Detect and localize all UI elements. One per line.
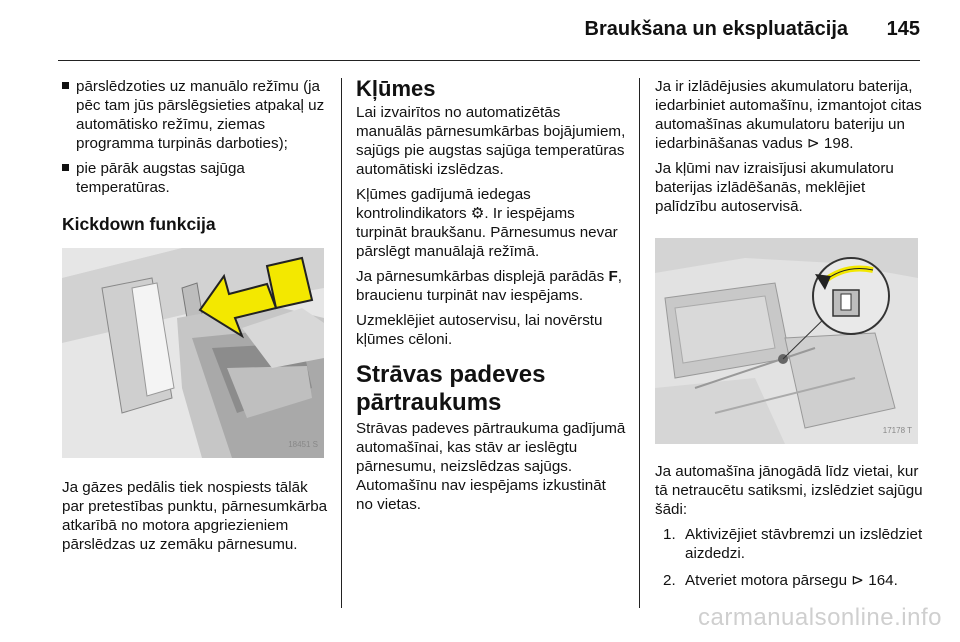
column-2 — [356, 77, 626, 520]
faults-paragraph-3: Ja pārnesumkārbas displejā parādās F, braucienu turpināt nav iespējams. — [356, 268, 622, 304]
bullet-item: pārslēdzoties uz manuālo režīmu (ja pēc tam jūs pārslēgsieties atpakaļ uz automātisko režīmu, ziemas programma turpinās darboties); — [62, 77, 332, 153]
battery-paragraph-2: Ja kļūmi nav izraisījusi akumulatoru baterijas izlādēšanās, meklējiet palīdzību autoservisā. — [655, 160, 894, 215]
bullet-square-icon — [62, 82, 69, 89]
faults-heading: Kļūmes — [356, 76, 436, 101]
kickdown-text: Ja gāzes pedālis tiek nospiests tālāk par pretestības punktu, pārnesumkārba atkarībā no motora apgriezieniem pārslēdzas uz zemāku pārnesumu. — [62, 479, 328, 553]
pedal-drawing — [62, 248, 324, 458]
power-interruption-heading: Strāvas padeves pārtraukums — [356, 361, 546, 416]
page-header — [0, 0, 960, 62]
power-paragraph: Strāvas padeves pārtraukuma gadījumā automašīnai, kas stāv ar ieslēgtu pārnesumu, neizslēdzas sajūgs. Automašīnu nav iespējams izkustināt no vietas. — [356, 420, 626, 513]
page-number: 145 — [886, 18, 920, 40]
engine-bay-illustration — [655, 238, 918, 444]
kickdown-heading: Kickdown funkcija — [62, 214, 216, 234]
engine-drawing — [655, 238, 918, 444]
list-item: 1. Aktivizējiet stāvbremzi un izslēdziet aizdedzi. — [663, 526, 923, 562]
faults-paragraph-4: Uzmeklējiet autoservisu, lai novērstu kļūmes cēloni. — [356, 312, 603, 348]
battery-paragraph-1: Ja ir izlādējusies akumulatoru baterija, iedarbiniet automašīnu, izmantojot citas automašīnas akumulatoru bateriju un iedarbināšanas vadus ⊳ 198. — [655, 78, 922, 152]
watermark: carmanualsonline.info — [698, 604, 942, 631]
column-divider-1 — [341, 78, 342, 608]
column-divider-2 — [639, 78, 640, 608]
kickdown-pedal-illustration — [62, 248, 324, 458]
faults-paragraph-1: Lai izvairītos no automatizētās manuālās pārnesumkārbas bojājumiem, sajūgs pie augstas sajūga temperatūras automātiski izslēdzas. — [356, 104, 626, 178]
bullet-item: pie pārāk augstas sajūga temperatūras. — [62, 159, 332, 197]
towing-paragraph: Ja automašīna jānogādā līdz vietai, kur tā netraucētu satiksmi, izslēdziet sajūgu šādi: — [655, 463, 923, 518]
faults-paragraph-2: Kļūmes gadījumā iedegas kontrolindikators ⚙. Ir iespējams turpināt braukšanu. Pārnesumus nevar pārslēgt manuālajā režīmā. — [356, 186, 618, 260]
header-divider — [58, 60, 920, 61]
bullet-square-icon — [62, 164, 69, 171]
figure-code: 18451 S — [288, 440, 318, 449]
list-item: 2. Atveriet motora pārsegu ⊳ 164. — [663, 572, 898, 589]
section-title: Braukšana un ekspluatācija — [584, 18, 848, 40]
figure-code: 17178 T — [882, 426, 912, 435]
magnifier-icon — [813, 258, 889, 334]
column-3 — [655, 77, 923, 598]
column-1 — [62, 77, 332, 560]
